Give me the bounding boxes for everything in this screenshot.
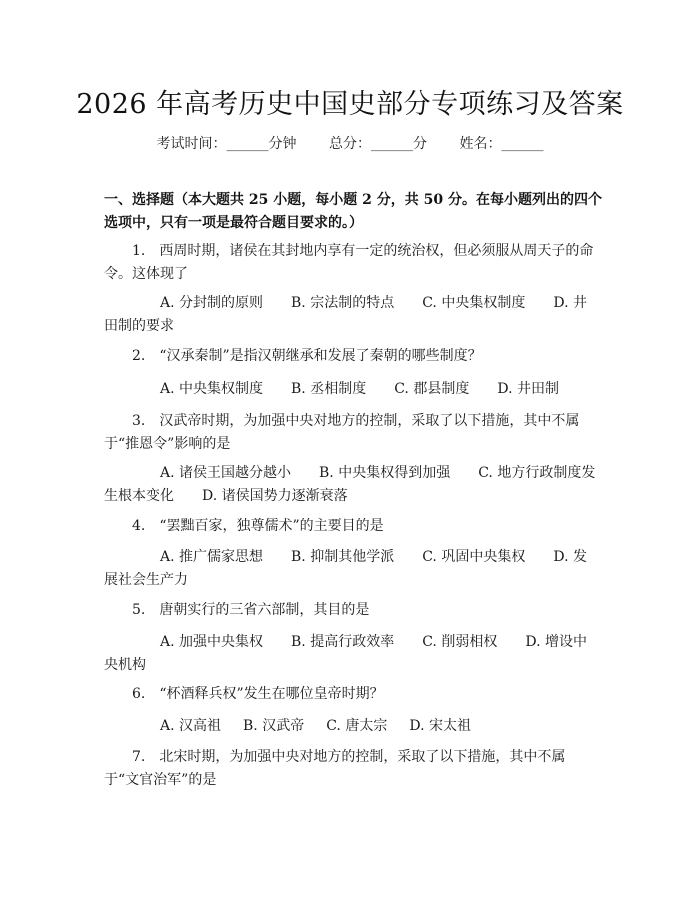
total-score-field: 总分：______分: [329, 136, 427, 152]
option-a: A. 推广儒家思想: [160, 549, 264, 565]
option-d: D. 宋太祖: [409, 718, 471, 734]
question-4-options: [104, 546, 596, 592]
question-4: [104, 515, 596, 538]
option-b: B. 中央集权得到加强: [319, 465, 451, 481]
option-c: C. 中央集权制度: [422, 295, 526, 311]
option-b: B. 抑制其他学派: [291, 549, 395, 565]
exam-meta: [0, 133, 700, 153]
student-name-field: 姓名：______: [459, 136, 544, 152]
question-7: [104, 746, 596, 792]
option-d: D. 发展社会生产力: [104, 549, 587, 588]
question-3: [104, 410, 596, 456]
option-d: D. 增设中央机构: [104, 634, 587, 673]
option-d: D. 井田制的要求: [104, 295, 587, 334]
question-stem: 4. “罢黜百家，独尊儒术”的主要目的是: [132, 518, 384, 534]
option-a: A. 加强中央集权: [160, 634, 264, 650]
question-stem: 1. 西周时期，诸侯在其封地内享有一定的统治权，但必须服从周天子的命令。这体现了: [104, 243, 594, 282]
option-c: C. 郡县制度: [394, 381, 470, 397]
question-2: [104, 345, 596, 368]
question-stem: 6. “杯酒释兵权”发生在哪位皇帝时期？: [132, 686, 384, 702]
question-1: [104, 240, 596, 286]
page-title: 2026 年高考历史中国史部分专项练习及答案: [76, 89, 624, 120]
option-c: C. 巩固中央集权: [422, 549, 526, 565]
question-1-options: [104, 292, 596, 338]
option-b: B. 汉武帝: [243, 718, 305, 734]
option-b: B. 宗法制的特点: [291, 295, 395, 311]
question-5-options: [104, 631, 596, 677]
option-b: B. 丞相制度: [291, 381, 367, 397]
option-a: A. 分封制的原则: [160, 295, 264, 311]
question-5: [104, 599, 596, 622]
exam-time-field: 考试时间：______分钟: [156, 136, 297, 152]
option-c: C. 地方行政制度发生根本变化: [104, 465, 596, 504]
question-3-options: [104, 462, 596, 508]
option-a: A. 汉高祖: [160, 718, 222, 734]
option-d: D. 诸侯国势力逐渐衰落: [202, 488, 348, 504]
option-d: D. 井田制: [497, 381, 559, 397]
section-heading: 一、选择题（本大题共 25 小题，每小题 2 分，共 50 分。在每小题列出的四个选项中，只有一项是最符合题目要求的。）: [104, 192, 602, 231]
option-a: A. 诸侯王国越分越小: [160, 465, 292, 481]
question-stem: 7. 北宋时期，为加强中央对地方的控制，采取了以下措施，其中不属于“文官治军”的是: [104, 749, 566, 788]
option-c: C. 唐太宗: [326, 718, 388, 734]
question-stem: 5. 唐朝实行的三省六部制，其目的是: [132, 602, 370, 618]
question-6: [104, 683, 596, 706]
option-b: B. 提高行政效率: [291, 634, 395, 650]
question-stem: 3. 汉武帝时期，为加强中央对地方的控制，采取了以下措施，其中不属于“推恩令”影响的是: [104, 413, 580, 452]
question-stem: 2. “汉承秦制”是指汉朝继承和发展了秦朝的哪些制度？: [132, 348, 482, 364]
option-a: A. 中央集权制度: [160, 381, 264, 397]
option-c: C. 削弱相权: [422, 634, 498, 650]
question-6-options: [104, 715, 596, 738]
question-2-options: [104, 378, 596, 401]
